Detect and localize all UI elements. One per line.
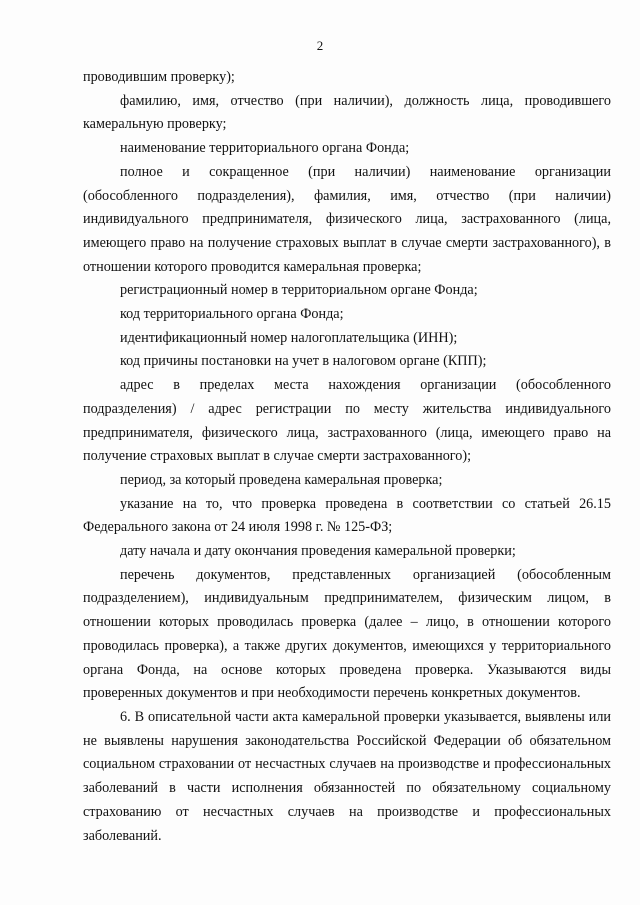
paragraph-fund-office-name: наименование территориального органа Фонда;: [120, 140, 410, 157]
paragraph-audit-dates: дату начала и дату окончания проведения камеральной проверки;: [120, 543, 516, 560]
paragraph-kpp: код причины постановки на учет в налоговом органе (КПП);: [120, 353, 487, 370]
paragraph-continuation: проводившим проверку);: [83, 69, 235, 85]
paragraph-registration-number: регистрационный номер в территориальном органе Фонда;: [120, 282, 478, 299]
paragraph-documents-list: перечень документов, представленных организацией (обособленным подразделением), индивидуальным предпринимателем, физическим лицом, в отношении которых проводилась проверка (далее – лицо, в отношении которого проводилась проверка), а также других документов, имеющихся у территориального органа Фонда, на основе которых проведена проверка. Указываются виды проверенных документов и при необходимости перечень конкретных документов.: [83, 566, 611, 702]
page-number: 2: [316, 38, 324, 53]
paragraph-audit-period: период, за который проведена камеральная проверка;: [120, 471, 443, 488]
paragraph-address: адрес в пределах места нахождения организации (обособленного подразделения) / адрес регистрации по месту жительства индивидуального предпринимателя, физического лица, застрахованного (лица, имеющего право на получение страховых выплат в случае смерти застрахованного);: [83, 377, 611, 465]
paragraph-legal-basis: указание на то, что проверка проведена в соответствии со статьей 26.15 Федерального закона от 24 июля 1998 г. № 125-ФЗ;: [83, 495, 611, 536]
paragraph-inspector-name: фамилию, имя, отчество (при наличии), должность лица, проводившего камеральную проверку;: [83, 92, 611, 133]
paragraph-inn: идентификационный номер налогоплательщика (ИНН);: [120, 329, 458, 346]
document-body: [83, 66, 611, 848]
paragraph-fund-office-code: код территориального органа Фонда;: [120, 306, 344, 323]
paragraph-organization-name: полное и сокращенное (при наличии) наименование организации (обособленного подразделения), фамилия, имя, отчество (при наличии) индивидуального предпринимателя, физического лица, застрахованного (лица, имеющего право на получение страховых выплат в случае смерти застрахованного), в отношении которого проводится камеральная проверка;: [83, 163, 611, 275]
paragraph-section-6: 6. В описательной части акта камеральной проверки указывается, выявлены или не выявлены нарушения законодательства Российской Федерации об обязательном социальном страховании от несчастных случаев на производстве и профессиональных заболеваний в части исполнения обязанностей по обязательному социальному страхованию от несчастных случаев на производстве и профессиональных заболеваний.: [83, 708, 611, 844]
